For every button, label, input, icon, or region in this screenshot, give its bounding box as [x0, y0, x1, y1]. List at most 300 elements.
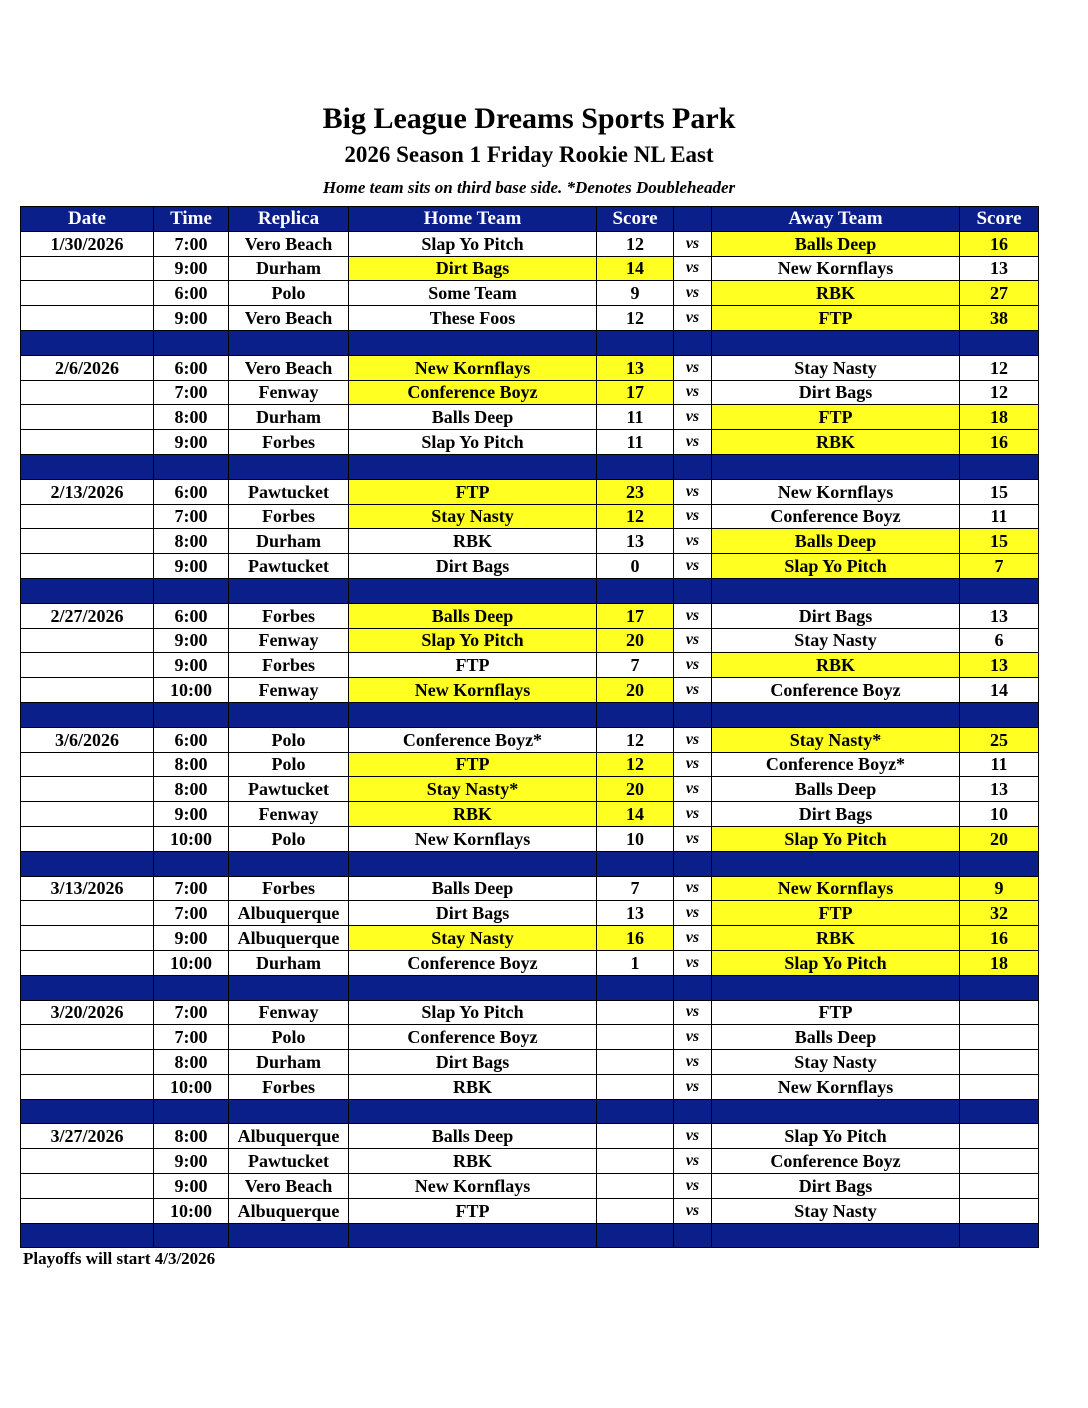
vs-cell: vs: [674, 727, 712, 752]
separator-cell: [960, 578, 1039, 603]
home-score-cell: 20: [597, 777, 674, 802]
home-team-cell: Slap Yo Pitch: [349, 430, 597, 455]
home-team-cell: Balls Deep: [349, 603, 597, 628]
replica-cell: Forbes: [229, 504, 349, 529]
home-score-cell: 13: [597, 529, 674, 554]
vs-cell: vs: [674, 1025, 712, 1050]
date-cell: [21, 901, 154, 926]
vs-cell: vs: [674, 355, 712, 380]
away-score-cell: 7: [960, 554, 1039, 579]
date-cell: [21, 777, 154, 802]
game-row: [21, 529, 1039, 554]
home-score-cell: 0: [597, 554, 674, 579]
time-cell: 7:00: [154, 1025, 229, 1050]
separator-cell: [597, 1223, 674, 1248]
separator-cell: [597, 1099, 674, 1124]
replica-cell: Fenway: [229, 802, 349, 827]
away-score-cell: 10: [960, 802, 1039, 827]
date-cell: [21, 926, 154, 951]
separator-cell: [597, 578, 674, 603]
vs-cell: vs: [674, 231, 712, 256]
replica-cell: Albuquerque: [229, 901, 349, 926]
time-cell: 9:00: [154, 653, 229, 678]
vs-cell: vs: [674, 405, 712, 430]
away-team-cell: Stay Nasty: [712, 628, 960, 653]
home-score-cell: 14: [597, 802, 674, 827]
replica-cell: Forbes: [229, 876, 349, 901]
away-team-cell: Stay Nasty: [712, 1198, 960, 1223]
vs-cell: vs: [674, 1149, 712, 1174]
date-cell: [21, 678, 154, 703]
game-row: [21, 752, 1039, 777]
col-header-home-score: Score: [597, 207, 674, 232]
home-team-cell: These Foos: [349, 306, 597, 331]
separator-cell: [674, 1099, 712, 1124]
replica-cell: Vero Beach: [229, 231, 349, 256]
separator-cell: [21, 975, 154, 1000]
header-row: [21, 207, 1039, 232]
week-separator: [21, 1223, 1039, 1248]
date-cell: 3/20/2026: [21, 1000, 154, 1025]
replica-cell: Pawtucket: [229, 777, 349, 802]
home-team-cell: Balls Deep: [349, 1124, 597, 1149]
separator-cell: [21, 1223, 154, 1248]
game-row: [21, 653, 1039, 678]
game-row: [21, 1074, 1039, 1099]
time-cell: 7:00: [154, 901, 229, 926]
away-score-cell: 16: [960, 231, 1039, 256]
separator-cell: [960, 975, 1039, 1000]
date-cell: [21, 802, 154, 827]
separator-cell: [229, 330, 349, 355]
separator-cell: [349, 851, 597, 876]
away-score-cell: 13: [960, 603, 1039, 628]
replica-cell: Durham: [229, 405, 349, 430]
separator-cell: [154, 702, 229, 727]
away-team-cell: Balls Deep: [712, 231, 960, 256]
date-cell: [21, 1149, 154, 1174]
page-subtitle: 2026 Season 1 Friday Rookie NL East: [344, 142, 714, 167]
vs-cell: vs: [674, 603, 712, 628]
vs-cell: vs: [674, 529, 712, 554]
vs-cell: vs: [674, 950, 712, 975]
date-cell: [21, 826, 154, 851]
date-cell: 1/30/2026: [21, 231, 154, 256]
vs-cell: vs: [674, 1000, 712, 1025]
time-cell: 6:00: [154, 727, 229, 752]
home-score-cell: 7: [597, 876, 674, 901]
week-separator: [21, 851, 1039, 876]
home-team-cell: Conference Boyz: [349, 1025, 597, 1050]
time-cell: 9:00: [154, 1174, 229, 1199]
time-cell: 6:00: [154, 479, 229, 504]
time-cell: 6:00: [154, 281, 229, 306]
date-cell: [21, 256, 154, 281]
date-cell: [21, 529, 154, 554]
schedule-table: [20, 206, 1039, 1248]
col-header-date: Date: [21, 207, 154, 232]
game-row: [21, 1149, 1039, 1174]
time-cell: 9:00: [154, 306, 229, 331]
game-row: [21, 281, 1039, 306]
game-row: [21, 901, 1039, 926]
away-score-cell: [960, 1198, 1039, 1223]
separator-cell: [712, 1099, 960, 1124]
away-score-cell: 16: [960, 430, 1039, 455]
replica-cell: Durham: [229, 529, 349, 554]
date-cell: [21, 281, 154, 306]
away-team-cell: Dirt Bags: [712, 1174, 960, 1199]
away-team-cell: Balls Deep: [712, 529, 960, 554]
game-row: [21, 1025, 1039, 1050]
separator-cell: [21, 702, 154, 727]
replica-cell: Pawtucket: [229, 479, 349, 504]
home-team-cell: FTP: [349, 752, 597, 777]
away-team-cell: Conference Boyz: [712, 504, 960, 529]
home-score-cell: [597, 1050, 674, 1075]
game-row: [21, 430, 1039, 455]
time-cell: 8:00: [154, 1124, 229, 1149]
home-team-cell: Conference Boyz*: [349, 727, 597, 752]
away-team-cell: Slap Yo Pitch: [712, 950, 960, 975]
separator-cell: [960, 851, 1039, 876]
away-score-cell: 11: [960, 504, 1039, 529]
date-cell: [21, 430, 154, 455]
replica-cell: Vero Beach: [229, 355, 349, 380]
away-team-cell: Dirt Bags: [712, 802, 960, 827]
away-score-cell: 13: [960, 256, 1039, 281]
replica-cell: Fenway: [229, 1000, 349, 1025]
separator-cell: [712, 851, 960, 876]
game-row: [21, 504, 1039, 529]
col-header-time: Time: [154, 207, 229, 232]
date-cell: 2/6/2026: [21, 355, 154, 380]
home-team-cell: Some Team: [349, 281, 597, 306]
home-team-cell: FTP: [349, 653, 597, 678]
home-score-cell: 12: [597, 727, 674, 752]
date-cell: [21, 504, 154, 529]
replica-cell: Durham: [229, 256, 349, 281]
home-team-cell: Balls Deep: [349, 876, 597, 901]
home-score-cell: [597, 1174, 674, 1199]
away-team-cell: FTP: [712, 405, 960, 430]
away-team-cell: Stay Nasty*: [712, 727, 960, 752]
replica-cell: Forbes: [229, 430, 349, 455]
away-team-cell: Conference Boyz*: [712, 752, 960, 777]
away-score-cell: [960, 1000, 1039, 1025]
time-cell: 8:00: [154, 529, 229, 554]
away-team-cell: Stay Nasty: [712, 355, 960, 380]
away-team-cell: Conference Boyz: [712, 678, 960, 703]
home-score-cell: [597, 1124, 674, 1149]
away-team-cell: FTP: [712, 1000, 960, 1025]
game-row: [21, 380, 1039, 405]
col-header-vs: [674, 207, 712, 232]
replica-cell: Albuquerque: [229, 1198, 349, 1223]
time-cell: 8:00: [154, 1050, 229, 1075]
away-team-cell: New Kornflays: [712, 256, 960, 281]
home-score-cell: 11: [597, 430, 674, 455]
date-cell: 2/27/2026: [21, 603, 154, 628]
separator-cell: [960, 330, 1039, 355]
home-score-cell: 14: [597, 256, 674, 281]
home-team-cell: RBK: [349, 802, 597, 827]
date-cell: [21, 1025, 154, 1050]
away-team-cell: New Kornflays: [712, 479, 960, 504]
separator-cell: [960, 1099, 1039, 1124]
game-row: [21, 479, 1039, 504]
away-team-cell: RBK: [712, 430, 960, 455]
home-score-cell: 10: [597, 826, 674, 851]
col-header-replica: Replica: [229, 207, 349, 232]
replica-cell: Polo: [229, 1025, 349, 1050]
separator-cell: [674, 454, 712, 479]
separator-cell: [154, 330, 229, 355]
game-row: [21, 628, 1039, 653]
home-team-cell: FTP: [349, 1198, 597, 1223]
home-team-cell: Stay Nasty*: [349, 777, 597, 802]
replica-cell: Albuquerque: [229, 926, 349, 951]
separator-cell: [229, 454, 349, 479]
vs-cell: vs: [674, 826, 712, 851]
away-score-cell: 27: [960, 281, 1039, 306]
time-cell: 7:00: [154, 380, 229, 405]
separator-cell: [21, 578, 154, 603]
replica-cell: Pawtucket: [229, 1149, 349, 1174]
away-score-cell: 13: [960, 777, 1039, 802]
away-score-cell: [960, 1124, 1039, 1149]
separator-cell: [712, 330, 960, 355]
away-team-cell: RBK: [712, 281, 960, 306]
separator-cell: [229, 1223, 349, 1248]
game-row: [21, 603, 1039, 628]
away-score-cell: 20: [960, 826, 1039, 851]
date-cell: [21, 1050, 154, 1075]
away-team-cell: RBK: [712, 926, 960, 951]
time-cell: 10:00: [154, 826, 229, 851]
separator-cell: [154, 1099, 229, 1124]
away-score-cell: 11: [960, 752, 1039, 777]
game-row: [21, 231, 1039, 256]
separator-cell: [349, 1099, 597, 1124]
home-score-cell: [597, 1198, 674, 1223]
away-score-cell: 15: [960, 479, 1039, 504]
separator-cell: [229, 975, 349, 1000]
game-row: [21, 727, 1039, 752]
game-row: [21, 554, 1039, 579]
separator-cell: [229, 1099, 349, 1124]
home-team-cell: Slap Yo Pitch: [349, 628, 597, 653]
separator-cell: [154, 578, 229, 603]
separator-cell: [674, 702, 712, 727]
home-team-cell: Dirt Bags: [349, 1050, 597, 1075]
week-separator: [21, 454, 1039, 479]
vs-cell: vs: [674, 752, 712, 777]
col-header-away-score: Score: [960, 207, 1039, 232]
separator-cell: [674, 851, 712, 876]
game-row: [21, 1174, 1039, 1199]
game-row: [21, 306, 1039, 331]
game-row: [21, 355, 1039, 380]
away-score-cell: [960, 1074, 1039, 1099]
separator-cell: [21, 1099, 154, 1124]
separator-cell: [712, 578, 960, 603]
week-separator: [21, 578, 1039, 603]
separator-cell: [349, 330, 597, 355]
game-row: [21, 678, 1039, 703]
replica-cell: Polo: [229, 752, 349, 777]
date-cell: 3/27/2026: [21, 1124, 154, 1149]
vs-cell: vs: [674, 901, 712, 926]
vs-cell: vs: [674, 380, 712, 405]
vs-cell: vs: [674, 1174, 712, 1199]
separator-cell: [349, 975, 597, 1000]
away-score-cell: 18: [960, 950, 1039, 975]
replica-cell: Forbes: [229, 1074, 349, 1099]
away-score-cell: [960, 1149, 1039, 1174]
time-cell: 9:00: [154, 926, 229, 951]
game-row: [21, 1050, 1039, 1075]
separator-cell: [154, 975, 229, 1000]
away-team-cell: Dirt Bags: [712, 603, 960, 628]
home-team-cell: RBK: [349, 1149, 597, 1174]
time-cell: 9:00: [154, 802, 229, 827]
away-team-cell: Slap Yo Pitch: [712, 1124, 960, 1149]
playoffs-note: Playoffs will start 4/3/2026: [23, 1249, 216, 1268]
vs-cell: vs: [674, 306, 712, 331]
week-separator: [21, 330, 1039, 355]
date-cell: [21, 554, 154, 579]
home-team-cell: Slap Yo Pitch: [349, 231, 597, 256]
separator-cell: [597, 851, 674, 876]
home-team-cell: Dirt Bags: [349, 256, 597, 281]
vs-cell: vs: [674, 1074, 712, 1099]
date-cell: [21, 306, 154, 331]
week-separator: [21, 702, 1039, 727]
vs-cell: vs: [674, 479, 712, 504]
away-team-cell: FTP: [712, 901, 960, 926]
separator-cell: [349, 454, 597, 479]
time-cell: 7:00: [154, 504, 229, 529]
time-cell: 9:00: [154, 1149, 229, 1174]
away-score-cell: 6: [960, 628, 1039, 653]
home-team-cell: New Kornflays: [349, 355, 597, 380]
replica-cell: Forbes: [229, 603, 349, 628]
vs-cell: vs: [674, 653, 712, 678]
time-cell: 10:00: [154, 678, 229, 703]
separator-cell: [712, 454, 960, 479]
date-cell: 2/13/2026: [21, 479, 154, 504]
replica-cell: Polo: [229, 826, 349, 851]
home-score-cell: [597, 1074, 674, 1099]
home-score-cell: 20: [597, 678, 674, 703]
home-score-cell: 23: [597, 479, 674, 504]
separator-cell: [960, 1223, 1039, 1248]
away-team-cell: Slap Yo Pitch: [712, 826, 960, 851]
away-score-cell: 9: [960, 876, 1039, 901]
time-cell: 8:00: [154, 777, 229, 802]
date-cell: [21, 653, 154, 678]
date-cell: [21, 380, 154, 405]
time-cell: 10:00: [154, 950, 229, 975]
week-separator: [21, 1099, 1039, 1124]
away-score-cell: [960, 1174, 1039, 1199]
vs-cell: vs: [674, 504, 712, 529]
date-cell: [21, 1198, 154, 1223]
separator-cell: [21, 454, 154, 479]
separator-cell: [674, 975, 712, 1000]
away-score-cell: 18: [960, 405, 1039, 430]
col-header-home-team: Home Team: [349, 207, 597, 232]
vs-cell: vs: [674, 802, 712, 827]
away-team-cell: Balls Deep: [712, 777, 960, 802]
game-row: [21, 926, 1039, 951]
separator-cell: [597, 975, 674, 1000]
game-row: [21, 777, 1039, 802]
separator-cell: [229, 578, 349, 603]
game-row: [21, 876, 1039, 901]
vs-cell: vs: [674, 876, 712, 901]
home-score-cell: 11: [597, 405, 674, 430]
home-score-cell: 9: [597, 281, 674, 306]
home-team-cell: FTP: [349, 479, 597, 504]
replica-cell: Forbes: [229, 653, 349, 678]
time-cell: 9:00: [154, 628, 229, 653]
date-cell: [21, 950, 154, 975]
vs-cell: vs: [674, 554, 712, 579]
away-score-cell: 14: [960, 678, 1039, 703]
home-score-cell: 12: [597, 752, 674, 777]
away-team-cell: New Kornflays: [712, 876, 960, 901]
time-cell: 6:00: [154, 355, 229, 380]
separator-cell: [154, 851, 229, 876]
separator-cell: [674, 330, 712, 355]
game-row: [21, 1198, 1039, 1223]
home-score-cell: 17: [597, 380, 674, 405]
home-score-cell: 12: [597, 306, 674, 331]
home-team-cell: Conference Boyz: [349, 380, 597, 405]
time-cell: 6:00: [154, 603, 229, 628]
separator-cell: [349, 1223, 597, 1248]
home-score-cell: 1: [597, 950, 674, 975]
home-score-cell: 13: [597, 901, 674, 926]
replica-cell: Pawtucket: [229, 554, 349, 579]
replica-cell: Vero Beach: [229, 306, 349, 331]
away-score-cell: 25: [960, 727, 1039, 752]
home-score-cell: 16: [597, 926, 674, 951]
date-cell: 3/13/2026: [21, 876, 154, 901]
game-row: [21, 1124, 1039, 1149]
time-cell: 9:00: [154, 554, 229, 579]
home-score-cell: [597, 1025, 674, 1050]
game-row: [21, 1000, 1039, 1025]
separator-cell: [597, 454, 674, 479]
vs-cell: vs: [674, 281, 712, 306]
replica-cell: Fenway: [229, 628, 349, 653]
vs-cell: vs: [674, 678, 712, 703]
home-team-cell: Dirt Bags: [349, 901, 597, 926]
home-score-cell: 17: [597, 603, 674, 628]
replica-cell: Albuquerque: [229, 1124, 349, 1149]
vs-cell: vs: [674, 1198, 712, 1223]
separator-cell: [712, 702, 960, 727]
replica-cell: Fenway: [229, 380, 349, 405]
vs-cell: vs: [674, 628, 712, 653]
away-score-cell: [960, 1050, 1039, 1075]
away-score-cell: 32: [960, 901, 1039, 926]
separator-cell: [712, 975, 960, 1000]
home-team-cell: Conference Boyz: [349, 950, 597, 975]
